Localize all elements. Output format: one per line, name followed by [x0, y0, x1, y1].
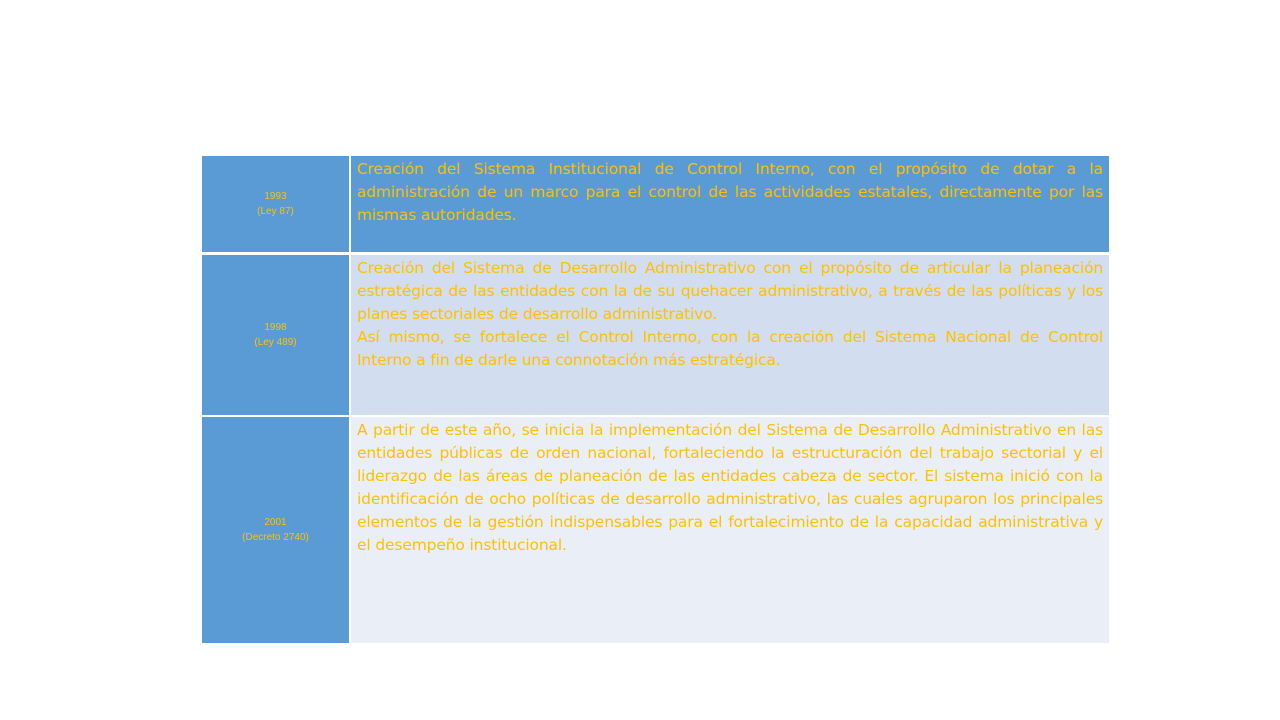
- description-cell: [350, 416, 1109, 643]
- description-paragraph: Creación del Sistema Institucional de Control Interno, con el propósito de dotar a la administración de un marco para el control de las actividades estatales, directamente por las mismas autoridades.: [357, 160, 1103, 224]
- year-cell: [202, 416, 350, 643]
- description-cell: [350, 156, 1109, 254]
- year-label: 1998: [264, 322, 287, 333]
- description-cell: [350, 254, 1109, 417]
- table-row: [202, 254, 1109, 417]
- year-cell: [202, 254, 350, 417]
- law-label: (Decreto 2740): [242, 532, 309, 543]
- timeline-table: [202, 156, 1109, 643]
- year-label: 2001: [264, 517, 287, 528]
- description-paragraph: A partir de este año, se inicia la implementación del Sistema de Desarrollo Administrativo en las entidades públicas de orden nacional, fortaleciendo la estructuración del trabajo sectorial y el liderazgo de las áreas de planeación de las entidades cabeza de sector. El sistema inició con la identificación de ocho políticas de desarrollo administrativo, las cuales agruparon los principales elementos de la gestión indispensables para el fortalecimiento de la capacidad administrativa y el desempeño institucional.: [357, 421, 1103, 554]
- year-label: 1993: [264, 191, 287, 202]
- table-row: [202, 156, 1109, 254]
- law-label: (Ley 87): [257, 206, 294, 217]
- year-cell: [202, 156, 350, 254]
- description-paragraph: Así mismo, se fortalece el Control Interno, con la creación del Sistema Nacional de Control Interno a fin de darle una connotación más estratégica.: [357, 328, 1103, 369]
- table-row: [202, 416, 1109, 643]
- description-paragraph: Creación del Sistema de Desarrollo Administrativo con el propósito de articular la planeación estratégica de las entidades con la de su quehacer administrativo, a través de las políticas y los planes sectoriales de desarrollo administrativo.: [357, 259, 1103, 323]
- law-label: (Ley 489): [254, 337, 297, 348]
